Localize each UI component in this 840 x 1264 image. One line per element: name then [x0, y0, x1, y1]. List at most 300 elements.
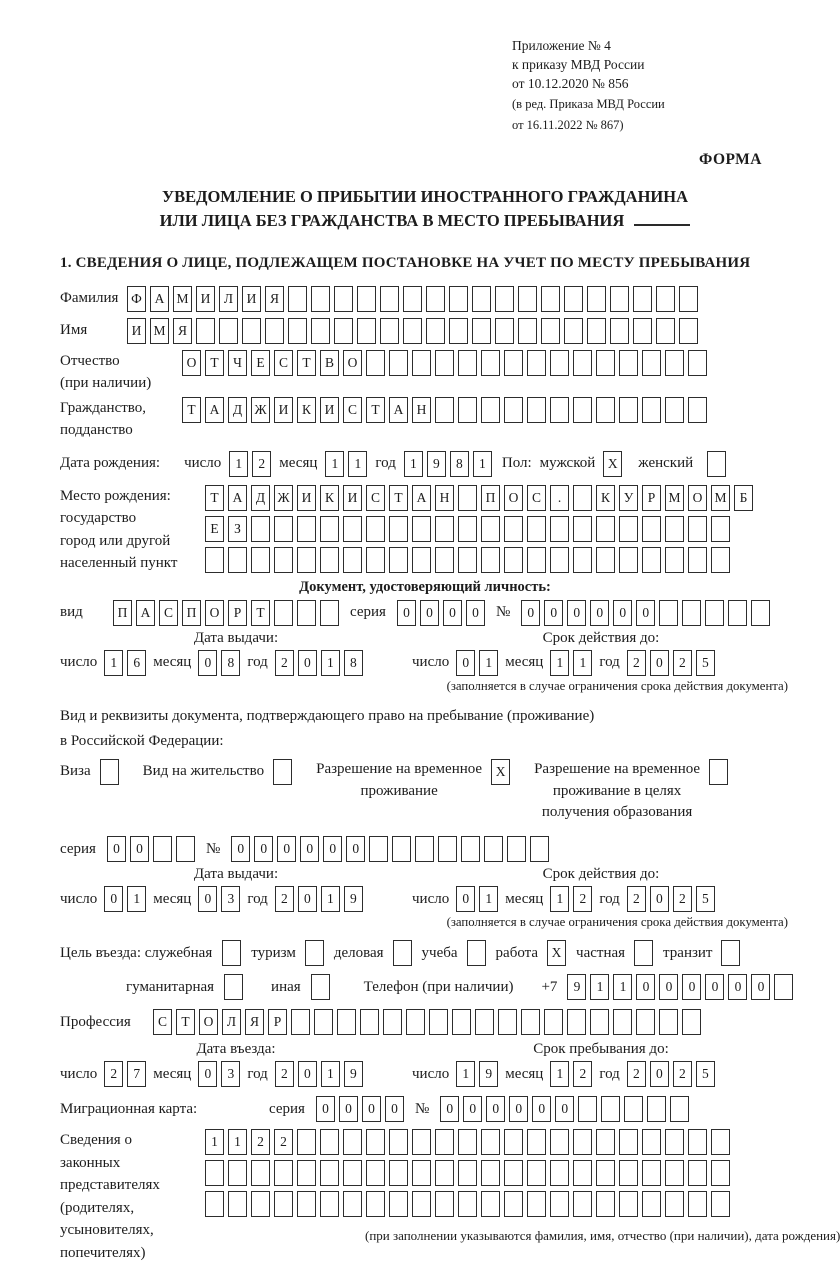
char-cell[interactable] [656, 286, 675, 312]
char-cell[interactable] [334, 318, 353, 344]
char-cell[interactable]: И [127, 318, 146, 344]
char-cell[interactable] [196, 318, 215, 344]
char-cell[interactable] [670, 1096, 689, 1122]
char-cell[interactable] [564, 286, 583, 312]
char-cell[interactable] [452, 1009, 471, 1035]
char-cell[interactable]: 0 [650, 886, 669, 912]
char-cell[interactable]: 0 [385, 1096, 404, 1122]
char-cell[interactable]: 0 [231, 836, 250, 862]
char-cell[interactable]: А [150, 286, 169, 312]
char-cell[interactable] [458, 397, 477, 423]
char-cell[interactable] [633, 286, 652, 312]
char-cell[interactable]: О [199, 1009, 218, 1035]
char-cell[interactable] [435, 516, 454, 542]
char-cell[interactable] [728, 600, 747, 626]
char-cell[interactable]: 9 [479, 1061, 498, 1087]
char-cell[interactable] [251, 547, 270, 573]
char-cell[interactable] [504, 397, 523, 423]
char-cell[interactable] [343, 1160, 362, 1186]
char-cell[interactable] [242, 318, 261, 344]
char-cell[interactable] [311, 318, 330, 344]
char-cell[interactable]: 0 [456, 886, 475, 912]
char-cell[interactable] [642, 547, 661, 573]
char-cell[interactable]: 0 [362, 1096, 381, 1122]
char-cell[interactable]: 9 [344, 1061, 363, 1087]
char-cell[interactable]: 5 [696, 886, 715, 912]
char-cell[interactable] [288, 286, 307, 312]
char-cell[interactable] [274, 516, 293, 542]
char-cell[interactable]: 0 [532, 1096, 551, 1122]
char-cell[interactable] [412, 350, 431, 376]
char-cell[interactable]: К [297, 397, 316, 423]
char-cell[interactable]: С [159, 600, 178, 626]
char-cell[interactable]: 0 [751, 974, 770, 1000]
char-cell[interactable]: 0 [636, 600, 655, 626]
char-cell[interactable]: 5 [696, 650, 715, 676]
char-cell[interactable] [389, 547, 408, 573]
char-cell[interactable]: О [504, 485, 523, 511]
char-cell[interactable]: 0 [521, 600, 540, 626]
char-cell[interactable]: А [389, 397, 408, 423]
char-cell[interactable]: Р [228, 600, 247, 626]
char-cell[interactable]: 0 [682, 974, 701, 1000]
char-cell[interactable] [564, 318, 583, 344]
char-cell[interactable] [688, 516, 707, 542]
char-cell[interactable]: 5 [696, 1061, 715, 1087]
char-cell[interactable] [426, 318, 445, 344]
char-cell[interactable]: 0 [254, 836, 273, 862]
char-cell[interactable] [642, 397, 661, 423]
char-cell[interactable] [541, 318, 560, 344]
char-cell[interactable]: 3 [221, 886, 240, 912]
char-cell[interactable]: Д [228, 397, 247, 423]
char-cell[interactable] [550, 547, 569, 573]
char-cell[interactable]: 1 [321, 1061, 340, 1087]
char-cell[interactable]: 2 [252, 451, 271, 477]
char-cell[interactable] [251, 516, 270, 542]
char-cell[interactable]: 0 [277, 836, 296, 862]
char-cell[interactable] [334, 286, 353, 312]
char-cell[interactable] [642, 1191, 661, 1217]
char-cell[interactable]: 0 [198, 650, 217, 676]
char-cell[interactable]: А [412, 485, 431, 511]
char-cell[interactable]: Ж [274, 485, 293, 511]
char-cell[interactable]: 0 [346, 836, 365, 862]
char-cell[interactable]: 2 [673, 886, 692, 912]
char-cell[interactable]: 2 [275, 1061, 294, 1087]
char-cell[interactable]: Д [251, 485, 270, 511]
char-cell[interactable]: 0 [567, 600, 586, 626]
char-cell[interactable] [647, 1096, 666, 1122]
char-cell[interactable] [624, 1096, 643, 1122]
char-cell[interactable]: Ф [127, 286, 146, 312]
char-cell[interactable] [527, 516, 546, 542]
char-cell[interactable] [458, 1160, 477, 1186]
char-cell[interactable] [305, 940, 324, 966]
char-cell[interactable] [366, 350, 385, 376]
char-cell[interactable]: 0 [104, 886, 123, 912]
char-cell[interactable]: 0 [456, 650, 475, 676]
char-cell[interactable] [458, 516, 477, 542]
char-cell[interactable] [291, 1009, 310, 1035]
char-cell[interactable]: 1 [127, 886, 146, 912]
char-cell[interactable]: 3 [221, 1061, 240, 1087]
char-cell[interactable]: У [619, 485, 638, 511]
char-cell[interactable] [251, 1160, 270, 1186]
char-cell[interactable] [596, 1191, 615, 1217]
char-cell[interactable] [721, 940, 740, 966]
char-cell[interactable] [550, 1191, 569, 1217]
char-cell[interactable] [343, 1129, 362, 1155]
char-cell[interactable] [481, 350, 500, 376]
char-cell[interactable]: 0 [705, 974, 724, 1000]
char-cell[interactable]: П [113, 600, 132, 626]
char-cell[interactable]: Т [297, 350, 316, 376]
char-cell[interactable]: Т [205, 350, 224, 376]
char-cell[interactable]: И [343, 485, 362, 511]
char-cell[interactable]: 0 [440, 1096, 459, 1122]
char-cell[interactable]: И [274, 397, 293, 423]
char-cell[interactable] [366, 1129, 385, 1155]
char-cell[interactable] [449, 318, 468, 344]
char-cell[interactable] [228, 1191, 247, 1217]
char-cell[interactable]: Б [734, 485, 753, 511]
char-cell[interactable] [633, 318, 652, 344]
char-cell[interactable]: Т [251, 600, 270, 626]
char-cell[interactable] [435, 1191, 454, 1217]
char-cell[interactable] [642, 350, 661, 376]
char-cell[interactable]: 0 [198, 1061, 217, 1087]
char-cell[interactable] [682, 1009, 701, 1035]
char-cell[interactable] [619, 1191, 638, 1217]
char-cell[interactable] [481, 1160, 500, 1186]
char-cell[interactable]: Л [222, 1009, 241, 1035]
char-cell[interactable] [320, 547, 339, 573]
char-cell[interactable] [458, 1191, 477, 1217]
char-cell[interactable] [357, 318, 376, 344]
char-cell[interactable] [659, 600, 678, 626]
char-cell[interactable] [311, 974, 330, 1000]
char-cell[interactable] [228, 547, 247, 573]
char-cell[interactable] [688, 1129, 707, 1155]
char-cell[interactable] [665, 1160, 684, 1186]
char-cell[interactable]: М [150, 318, 169, 344]
char-cell[interactable] [610, 318, 629, 344]
char-cell[interactable] [415, 836, 434, 862]
char-cell[interactable]: 0 [316, 1096, 335, 1122]
char-cell[interactable] [320, 1191, 339, 1217]
char-cell[interactable] [435, 1160, 454, 1186]
char-cell[interactable]: Т [176, 1009, 195, 1035]
char-cell[interactable] [274, 600, 293, 626]
char-cell[interactable] [504, 516, 523, 542]
char-cell[interactable] [481, 547, 500, 573]
char-cell[interactable] [530, 836, 549, 862]
char-cell[interactable] [380, 318, 399, 344]
char-cell[interactable] [688, 397, 707, 423]
char-cell[interactable] [573, 485, 592, 511]
char-cell[interactable]: 0 [659, 974, 678, 1000]
char-cell[interactable] [688, 547, 707, 573]
char-cell[interactable]: 0 [613, 600, 632, 626]
char-cell[interactable]: Е [205, 516, 224, 542]
char-cell[interactable] [573, 1160, 592, 1186]
char-cell[interactable] [642, 516, 661, 542]
char-cell[interactable]: 8 [221, 650, 240, 676]
char-cell[interactable]: 9 [427, 451, 446, 477]
char-cell[interactable] [705, 600, 724, 626]
char-cell[interactable] [472, 318, 491, 344]
char-cell[interactable] [573, 397, 592, 423]
char-cell[interactable] [619, 397, 638, 423]
char-cell[interactable] [274, 1191, 293, 1217]
char-cell[interactable]: 0 [420, 600, 439, 626]
char-cell[interactable]: 9 [567, 974, 586, 1000]
char-cell[interactable] [688, 1160, 707, 1186]
char-cell[interactable] [679, 286, 698, 312]
char-cell[interactable] [665, 397, 684, 423]
char-cell[interactable]: 1 [550, 886, 569, 912]
char-cell[interactable] [438, 836, 457, 862]
char-cell[interactable] [573, 350, 592, 376]
char-cell[interactable] [596, 1129, 615, 1155]
char-cell[interactable]: 2 [275, 886, 294, 912]
char-cell[interactable] [573, 516, 592, 542]
char-cell[interactable]: М [711, 485, 730, 511]
char-cell[interactable]: С [274, 350, 293, 376]
char-cell[interactable] [251, 1191, 270, 1217]
char-cell[interactable]: 0 [107, 836, 126, 862]
char-cell[interactable] [642, 1129, 661, 1155]
char-cell[interactable] [596, 397, 615, 423]
char-cell[interactable] [613, 1009, 632, 1035]
char-cell[interactable]: 1 [550, 1061, 569, 1087]
char-cell[interactable] [412, 1191, 431, 1217]
char-cell[interactable]: 2 [673, 1061, 692, 1087]
char-cell[interactable] [366, 1191, 385, 1217]
char-cell[interactable] [205, 1160, 224, 1186]
char-cell[interactable] [426, 286, 445, 312]
char-cell[interactable] [475, 1009, 494, 1035]
char-cell[interactable]: 1 [550, 650, 569, 676]
char-cell[interactable] [320, 1129, 339, 1155]
char-cell[interactable] [389, 516, 408, 542]
char-cell[interactable]: Я [173, 318, 192, 344]
char-cell[interactable] [619, 516, 638, 542]
char-cell[interactable]: 0 [298, 650, 317, 676]
char-cell[interactable]: Н [435, 485, 454, 511]
char-cell[interactable] [665, 1191, 684, 1217]
char-cell[interactable] [527, 350, 546, 376]
char-cell[interactable]: С [153, 1009, 172, 1035]
char-cell[interactable] [665, 1129, 684, 1155]
char-cell[interactable] [366, 547, 385, 573]
char-cell[interactable]: 2 [627, 886, 646, 912]
char-cell[interactable] [383, 1009, 402, 1035]
char-cell[interactable] [297, 1191, 316, 1217]
char-cell[interactable] [596, 547, 615, 573]
char-cell[interactable] [224, 974, 243, 1000]
char-cell[interactable] [521, 1009, 540, 1035]
char-cell[interactable]: 1 [228, 1129, 247, 1155]
char-cell[interactable] [484, 836, 503, 862]
char-cell[interactable] [481, 1191, 500, 1217]
char-cell[interactable]: П [182, 600, 201, 626]
char-cell[interactable] [550, 516, 569, 542]
char-cell[interactable] [435, 1129, 454, 1155]
char-cell[interactable] [320, 1160, 339, 1186]
char-cell[interactable] [297, 547, 316, 573]
char-cell[interactable]: И [297, 485, 316, 511]
char-cell[interactable]: . [550, 485, 569, 511]
char-cell[interactable] [504, 547, 523, 573]
char-cell[interactable] [366, 1160, 385, 1186]
char-cell[interactable]: А [136, 600, 155, 626]
char-cell[interactable] [458, 485, 477, 511]
char-cell[interactable] [403, 318, 422, 344]
char-cell[interactable] [507, 836, 526, 862]
char-cell[interactable] [274, 1160, 293, 1186]
char-cell[interactable] [461, 836, 480, 862]
char-cell[interactable] [481, 516, 500, 542]
char-cell[interactable]: К [320, 485, 339, 511]
char-cell[interactable] [297, 516, 316, 542]
char-cell[interactable] [297, 1160, 316, 1186]
char-cell[interactable]: 2 [573, 1061, 592, 1087]
char-cell[interactable] [498, 1009, 517, 1035]
char-cell[interactable] [320, 516, 339, 542]
char-cell[interactable]: 1 [473, 451, 492, 477]
char-cell[interactable] [573, 547, 592, 573]
char-cell[interactable] [601, 1096, 620, 1122]
char-cell[interactable] [205, 1191, 224, 1217]
char-cell[interactable] [360, 1009, 379, 1035]
char-cell[interactable] [711, 1129, 730, 1155]
char-cell[interactable]: Т [205, 485, 224, 511]
char-cell[interactable]: В [320, 350, 339, 376]
char-cell[interactable] [297, 1129, 316, 1155]
char-cell[interactable] [659, 1009, 678, 1035]
char-cell[interactable] [228, 1160, 247, 1186]
char-cell[interactable]: 1 [479, 886, 498, 912]
char-cell[interactable] [273, 759, 292, 785]
char-cell[interactable]: 8 [450, 451, 469, 477]
char-cell[interactable] [343, 547, 362, 573]
char-cell[interactable] [458, 1129, 477, 1155]
char-cell[interactable] [707, 451, 726, 477]
char-cell[interactable] [458, 547, 477, 573]
char-cell[interactable]: 1 [456, 1061, 475, 1087]
char-cell[interactable] [205, 547, 224, 573]
char-cell[interactable] [518, 318, 537, 344]
char-cell[interactable] [311, 286, 330, 312]
char-cell[interactable] [219, 318, 238, 344]
char-cell[interactable]: 0 [555, 1096, 574, 1122]
char-cell[interactable]: 1 [348, 451, 367, 477]
char-cell[interactable] [176, 836, 195, 862]
char-cell[interactable]: И [196, 286, 215, 312]
char-cell[interactable]: 0 [298, 1061, 317, 1087]
char-cell[interactable] [389, 350, 408, 376]
char-cell[interactable]: 0 [544, 600, 563, 626]
char-cell[interactable]: 0 [323, 836, 342, 862]
char-cell[interactable]: Я [245, 1009, 264, 1035]
char-cell[interactable]: 0 [443, 600, 462, 626]
char-cell[interactable] [596, 1160, 615, 1186]
char-cell[interactable] [541, 286, 560, 312]
char-cell[interactable]: Т [389, 485, 408, 511]
char-cell[interactable]: 0 [339, 1096, 358, 1122]
char-cell[interactable] [366, 516, 385, 542]
char-cell[interactable]: 1 [325, 451, 344, 477]
char-cell[interactable]: Я [265, 286, 284, 312]
char-cell[interactable] [642, 1160, 661, 1186]
char-cell[interactable]: 0 [636, 974, 655, 1000]
char-cell[interactable] [590, 1009, 609, 1035]
char-cell[interactable]: И [320, 397, 339, 423]
char-cell[interactable]: 1 [104, 650, 123, 676]
char-cell[interactable]: С [527, 485, 546, 511]
char-cell[interactable] [320, 600, 339, 626]
char-cell[interactable]: 2 [627, 1061, 646, 1087]
char-cell[interactable] [527, 1160, 546, 1186]
char-cell[interactable] [343, 1191, 362, 1217]
char-cell[interactable]: А [205, 397, 224, 423]
char-cell[interactable] [578, 1096, 597, 1122]
char-cell[interactable] [711, 547, 730, 573]
char-cell[interactable] [709, 759, 728, 785]
char-cell[interactable] [665, 547, 684, 573]
char-cell[interactable]: X [491, 759, 510, 785]
char-cell[interactable] [711, 1191, 730, 1217]
char-cell[interactable]: 1 [321, 886, 340, 912]
char-cell[interactable] [369, 836, 388, 862]
char-cell[interactable]: 0 [397, 600, 416, 626]
char-cell[interactable] [222, 940, 241, 966]
char-cell[interactable] [435, 547, 454, 573]
char-cell[interactable]: Р [642, 485, 661, 511]
char-cell[interactable]: 0 [728, 974, 747, 1000]
char-cell[interactable] [265, 318, 284, 344]
char-cell[interactable] [587, 318, 606, 344]
char-cell[interactable]: Е [251, 350, 270, 376]
char-cell[interactable] [504, 1129, 523, 1155]
char-cell[interactable] [688, 1191, 707, 1217]
char-cell[interactable] [481, 1129, 500, 1155]
char-cell[interactable]: 0 [590, 600, 609, 626]
char-cell[interactable]: О [182, 350, 201, 376]
char-cell[interactable]: П [481, 485, 500, 511]
char-cell[interactable]: Т [366, 397, 385, 423]
char-cell[interactable]: 0 [130, 836, 149, 862]
char-cell[interactable] [504, 350, 523, 376]
char-cell[interactable] [751, 600, 770, 626]
char-cell[interactable]: С [366, 485, 385, 511]
char-cell[interactable]: 2 [673, 650, 692, 676]
char-cell[interactable]: 2 [274, 1129, 293, 1155]
char-cell[interactable]: И [242, 286, 261, 312]
char-cell[interactable]: 1 [321, 650, 340, 676]
char-cell[interactable]: 0 [650, 1061, 669, 1087]
char-cell[interactable] [153, 836, 172, 862]
char-cell[interactable]: 0 [486, 1096, 505, 1122]
char-cell[interactable] [682, 600, 701, 626]
char-cell[interactable] [472, 286, 491, 312]
char-cell[interactable] [389, 1129, 408, 1155]
char-cell[interactable]: 1 [590, 974, 609, 1000]
char-cell[interactable]: 0 [463, 1096, 482, 1122]
char-cell[interactable]: X [547, 940, 566, 966]
